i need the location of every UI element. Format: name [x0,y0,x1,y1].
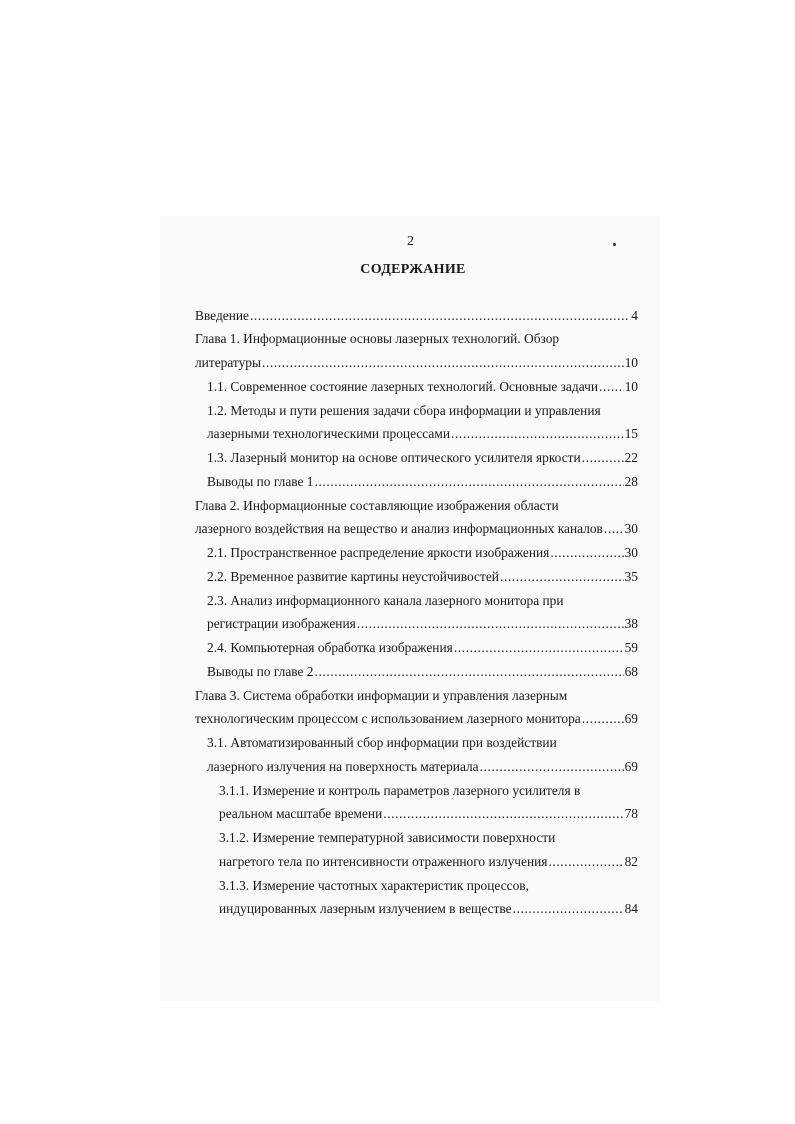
leader-dots [500,566,624,588]
toc-entry-section-3-1-3: индуцированных лазерным излучением в веществе ..... 84 [219,898,638,920]
toc-entry-section-1-1: 1.1. Современное состояние лазерных технологий. Основные задачи ..... 10 [207,376,638,398]
leader-dots [250,305,630,327]
toc-page-number: 4 [631,308,638,323]
toc-entry-section-3-1-title: 3.1. Автоматизированный сбор информации при воздействии [207,735,557,750]
page-title: СОДЕРЖАНИЕ [360,262,466,277]
toc-entry-section-1-2: лазерными технологическими процессами ..... 15 [207,423,638,445]
scan-speck [613,243,616,246]
leader-dots [357,613,624,635]
toc-page-number: 30 [624,521,638,536]
leader-dots [480,756,624,778]
toc-page-number: 30 [624,545,638,560]
toc-entry-section-3-1-3-title: 3.1.3. Измерение частотных характеристик процессов, [219,878,529,893]
toc-entry-chapter-3: технологическим процессом с использованием лазерного монитора ..... 69 [195,708,638,730]
leader-dots [383,803,623,825]
toc-page-number: 38 [624,616,638,631]
toc-entry-chapter-2-title: Глава 2. Информационные составляющие изображения области [195,498,559,513]
toc-page-number: 10 [624,379,638,394]
toc-entry-intro: Введение ..... 4 [195,305,638,327]
leader-dots [315,661,624,683]
leader-dots [548,851,623,873]
toc-entry-section-1-2-title: 1.2. Методы и пути решения задачи сбора информации и управления [207,403,601,418]
toc-entry-section-2-2: 2.2. Временное развитие картины неустойчивостей ..... 35 [207,566,638,588]
toc-entry-chapter-2: лазерного воздействия на вещество и анализ информационных каналов ..... 30 [195,518,638,540]
leader-dots [599,376,624,398]
toc-entry-conclusions-2: Выводы по главе 2 ..... 68 [207,661,638,683]
toc-entry-section-2-3-title: 2.3. Анализ информационного канала лазерного монитора при [207,593,564,608]
toc-page-number: 84 [624,901,638,916]
toc-entry-section-3-1-1: реальном масштабе времени ..... 78 [219,803,638,825]
leader-dots [582,447,624,469]
toc-page-number: 82 [624,854,638,869]
toc-entry-section-3-1-1-title: 3.1.1. Измерение и контроль параметров лазерного усилителя в [219,783,581,798]
toc-entry-section-2-4: 2.4. Компьютерная обработка изображения ..... 59 [207,637,638,659]
toc-entry-conclusions-1: Выводы по главе 1 ..... 28 [207,471,638,493]
toc-page-number: 69 [624,711,638,726]
leader-dots [262,352,624,374]
leader-dots [315,471,624,493]
toc-page-number: 78 [624,806,638,821]
leader-dots [604,518,624,540]
leader-dots [550,542,623,564]
toc-page-number: 15 [624,426,638,441]
toc-entry-section-2-3: регистрации изображения ..... 38 [207,613,638,635]
leader-dots [451,423,624,445]
toc-entry-chapter-1: литературы ..... 10 [195,352,638,374]
toc-entry-section-3-1-2: нагретого тела по интенсивности отраженного излучения ..... 82 [219,851,638,873]
leader-dots [454,637,624,659]
toc-entry-chapter-3-title: Глава 3. Система обработки информации и управления лазерным [195,688,568,703]
leader-dots [513,898,624,920]
toc-entry-chapter-1-title: Глава 1. Информационные основы лазерных технологий. Обзор [195,331,560,346]
toc-page-number: 59 [624,640,638,655]
toc-page-number: 68 [624,664,638,679]
toc-entry-section-3-1-2-title: 3.1.2. Измерение температурной зависимости поверхности [219,830,556,845]
toc-page-number: 10 [624,355,638,370]
toc-page-number: 35 [624,569,638,584]
toc-entry-section-3-1: лазерного излучения на поверхность материала ..... 69 [207,756,638,778]
page-number: 2 [407,234,414,249]
toc-entry-section-2-1: 2.1. Пространственное распределение яркости изображения ..... 30 [207,542,638,564]
toc-page-number: 22 [624,450,638,465]
toc-page-number: 69 [624,759,638,774]
leader-dots [582,708,624,730]
toc-page-number: 28 [624,474,638,489]
toc-entry-section-1-3: 1.3. Лазерный монитор на основе оптического усилителя яркости ..... 22 [207,447,638,469]
